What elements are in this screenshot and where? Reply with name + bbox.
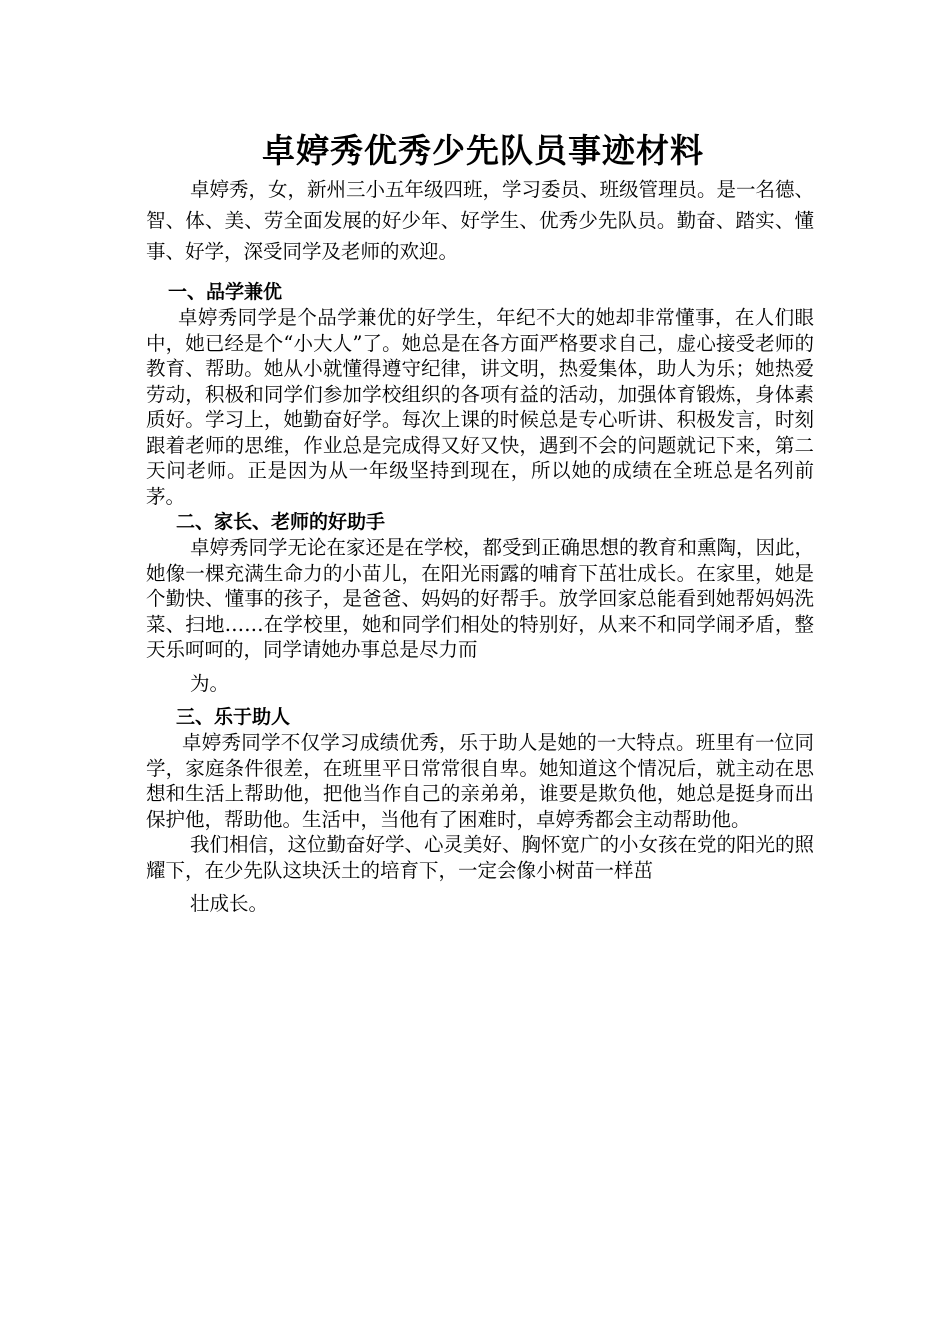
section-body-2-tail: 为。 bbox=[190, 671, 230, 695]
closing-paragraph bbox=[146, 832, 814, 917]
document-title: 卓婷秀优秀少先队员事迹材料 bbox=[262, 131, 704, 170]
section-body-2-text: 卓婷秀同学无论在家还是在学校，都受到正确思想的教育和熏陶，因此，她像一棵充满生命力的小苗儿，在阳光雨露的哺育下茁壮成长。在家里，她是个勤快、懂事的孩子，是爸爸、妈妈的好帮手。放学回家总能看到她帮妈妈洗菜、扫地……在学校里，她和同学们相处的特别好，从来不和同学闹矛盾，整天乐呵呵的，同学请她办事总是尽力而 bbox=[146, 536, 815, 661]
section-heading-3: 三、乐于助人 bbox=[176, 706, 291, 728]
document-page bbox=[146, 128, 814, 917]
intro-paragraph: 卓婷秀，女，新州三小五年级四班，学习委员、班级管理员。是一名德、智、体、美、劳全面发展的好少年、好学生、优秀少先队员。勤奋、踏实、懂事、好学，深受同学及老师的欢迎。 bbox=[146, 178, 815, 263]
closing-text: 我们相信，这位勤奋好学、心灵美好、胸怀宽广的小女孩在党的阳光的照耀下，在少先队这块沃土的培育下，一定会像小树苗一样茁 bbox=[146, 833, 815, 882]
closing-tail: 壮成长。 bbox=[190, 892, 269, 915]
section-body-2 bbox=[146, 535, 814, 696]
section-body-1: 卓婷秀同学是个品学兼优的好学生，年纪不大的她却非常懂事，在人们眼中，她已经是个“小大人”了。她总是在各方面严格要求自己，虚心接受老师的教育、帮助。她从小就懂得遵守纪律，讲文明，热爱集体，助人为乐；她热爱劳动，积极和同学们参加学校组织的各项有益的活动，加强体育锻炼，身体素质好。学习上，她勤奋好学。每次上课的时候总是专心听讲、积极发言，时刻跟着老师的思维，作业总是完成得又好又快，遇到不会的问题就记下来，第二天问老师。正是因为从一年级坚持到现在，所以她的成绩在全班总是名列前茅。 bbox=[146, 306, 814, 508]
section-heading-2: 二、家长、老师的好助手 bbox=[176, 511, 386, 533]
section-heading-1: 一、品学兼优 bbox=[168, 281, 283, 303]
section-body-3: 卓婷秀同学不仅学习成绩优秀，乐于助人是她的一大特点。班里有一位同学，家庭条件很差，在班里平日常常很自卑。她知道这个情况后，就主动在思想和生活上帮助他，把他当作自己的亲弟弟，谁要是欺负他，她总是挺身而出保护他，帮助他。生活中，当他有了困难时，卓婷秀都会主动帮助他。 bbox=[146, 731, 814, 831]
